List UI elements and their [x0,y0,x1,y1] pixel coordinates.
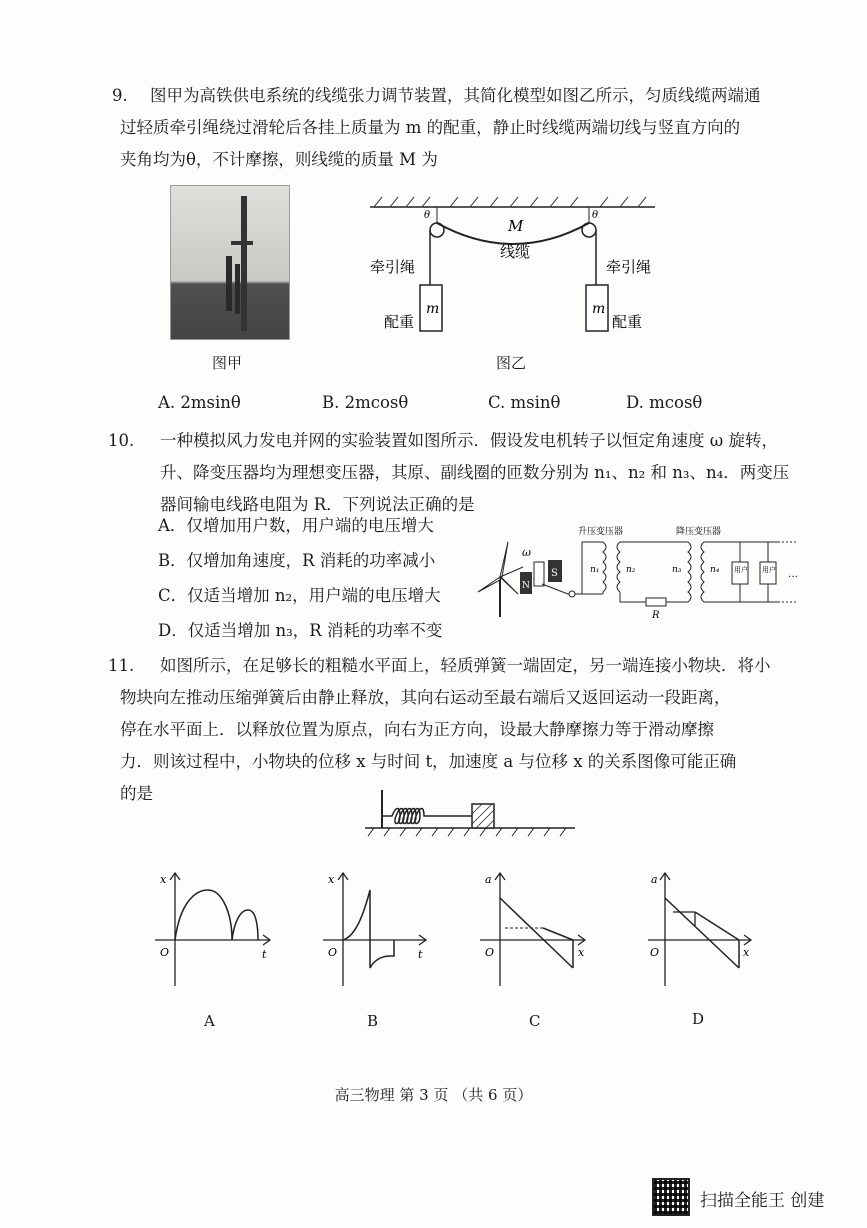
magnet-s: S [551,568,558,579]
graph-letter: C [529,1012,541,1030]
origin-label: O [328,946,338,959]
x-axis-label: x [743,946,750,959]
y-axis-label: x [328,873,335,886]
cable-diagram [360,185,660,345]
question-text-line: 力．则该过程中，小物块的位移 x 与时间 t，加速度 a 与位移 x 的关系图像可能正确 [120,752,737,771]
question-text-line: 器间输电线路电阻为 R．下列说法正确的是 [160,495,475,514]
theta-label: θ [592,210,599,221]
weight-mass-label: m [426,301,440,317]
x-axis-label: x [578,946,585,959]
wind-power-circuit [478,522,808,622]
weight-mass-label: m [592,301,606,317]
question-text-line: 升、降变压器均为理想变压器，其原、副线圈的匝数分别为 n₁、n₂ 和 n₃、n₄．两变压 [160,463,790,482]
omega-label: ω [522,546,531,559]
figure-caption: 图甲 [212,354,243,372]
question-number: 10. [108,431,135,450]
weight-label: 配重 [384,313,415,331]
step-up-label: 升压变压器 [578,527,624,537]
question-text-line: 物块向左推动压缩弹簧后由静止释放，其向右运动至最右端后又返回运动一段距离， [120,688,731,707]
weight-label: 配重 [612,313,643,331]
option-d: D. mcosθ [626,393,703,412]
option-a: A. 2msinθ [158,393,241,412]
graph-letter: B [367,1012,379,1030]
graph-d [643,868,763,998]
page-footer: 高三物理 第 3 页 （共 6 页） [334,1086,533,1104]
figure-caption: 图乙 [496,354,527,372]
cable-label: 线缆 [500,243,531,261]
n1-label: n₁ [590,565,600,575]
question-text-line: 夹角均为θ，不计摩擦，则线缆的质量 M 为 [120,150,438,169]
question-text-line: 的是 [120,784,153,803]
question-text-line: 过轻质牵引绳绕过滑轮后各挂上质量为 m 的配重，静止时线缆两端切线与竖直方向的 [120,118,741,137]
watermark-text: 扫描全能王 创建 [700,1191,825,1211]
question-10-options [158,508,442,648]
question-text-line: 一种模拟风力发电并网的实验装置如图所示．假设发电机转子以恒定角速度 ω 旋转， [160,431,778,450]
graph-b [318,868,438,998]
graph-c [475,868,595,998]
graph-a [150,868,280,998]
n4-label: n₄ [710,565,720,575]
magnet-n: N [522,581,530,591]
user-label: 用户 [734,566,748,574]
x-axis-label: t [262,948,267,961]
scanner-watermark [652,1178,862,1218]
n3-label: n₃ [672,565,682,575]
theta-label: θ [424,210,431,221]
qr-code-icon [652,1178,690,1216]
y-axis-label: a [651,873,658,886]
graph-letter: D [692,1010,705,1028]
graph-letter: A [204,1012,215,1030]
question-10 [108,425,800,521]
n2-label: n₂ [626,565,636,575]
option-c: C. msinθ [488,393,561,412]
y-axis-label: a [485,873,492,886]
question-number: 11. [108,656,135,675]
rope-label: 牵引绳 [606,258,652,276]
svg-text:…: … [788,569,798,580]
question-number: 9. [112,86,128,105]
origin-label: O [650,946,660,959]
x-axis-label: t [418,948,423,961]
question-text-line: 停在水平面上．以释放位置为原点，向右为正方向，设最大静摩擦力等于滑动摩擦 [120,720,714,739]
question-9 [112,80,800,176]
origin-label: O [160,946,170,959]
rope-label: 牵引绳 [370,258,416,276]
question-text-line: 图甲为高铁供电系统的线缆张力调节装置，其简化模型如图乙所示，匀质线缆两端通 [150,86,761,105]
option-b: B．仅增加角速度，R 消耗的功率减小 [158,551,436,570]
origin-label: O [485,946,495,959]
photo-figure-a [170,185,290,340]
spring-block-diagram [360,780,580,840]
mass-M-label: M [508,217,524,235]
step-down-label: 降压变压器 [676,527,722,537]
option-b: B. 2mcosθ [322,393,409,412]
resistor-label: R [652,610,660,621]
option-c: C．仅适当增加 n₂，用户端的电压增大 [158,586,441,605]
option-a: A．仅增加用户数，用户端的电压增大 [158,516,434,535]
y-axis-label: x [160,873,167,886]
question-text-line: 如图所示，在足够长的粗糙水平面上，轻质弹簧一端固定，另一端连接小物块．将小 [160,656,771,675]
user-label: 用户 [762,566,776,574]
option-d: D．仅适当增加 n₃，R 消耗的功率不变 [158,621,443,640]
